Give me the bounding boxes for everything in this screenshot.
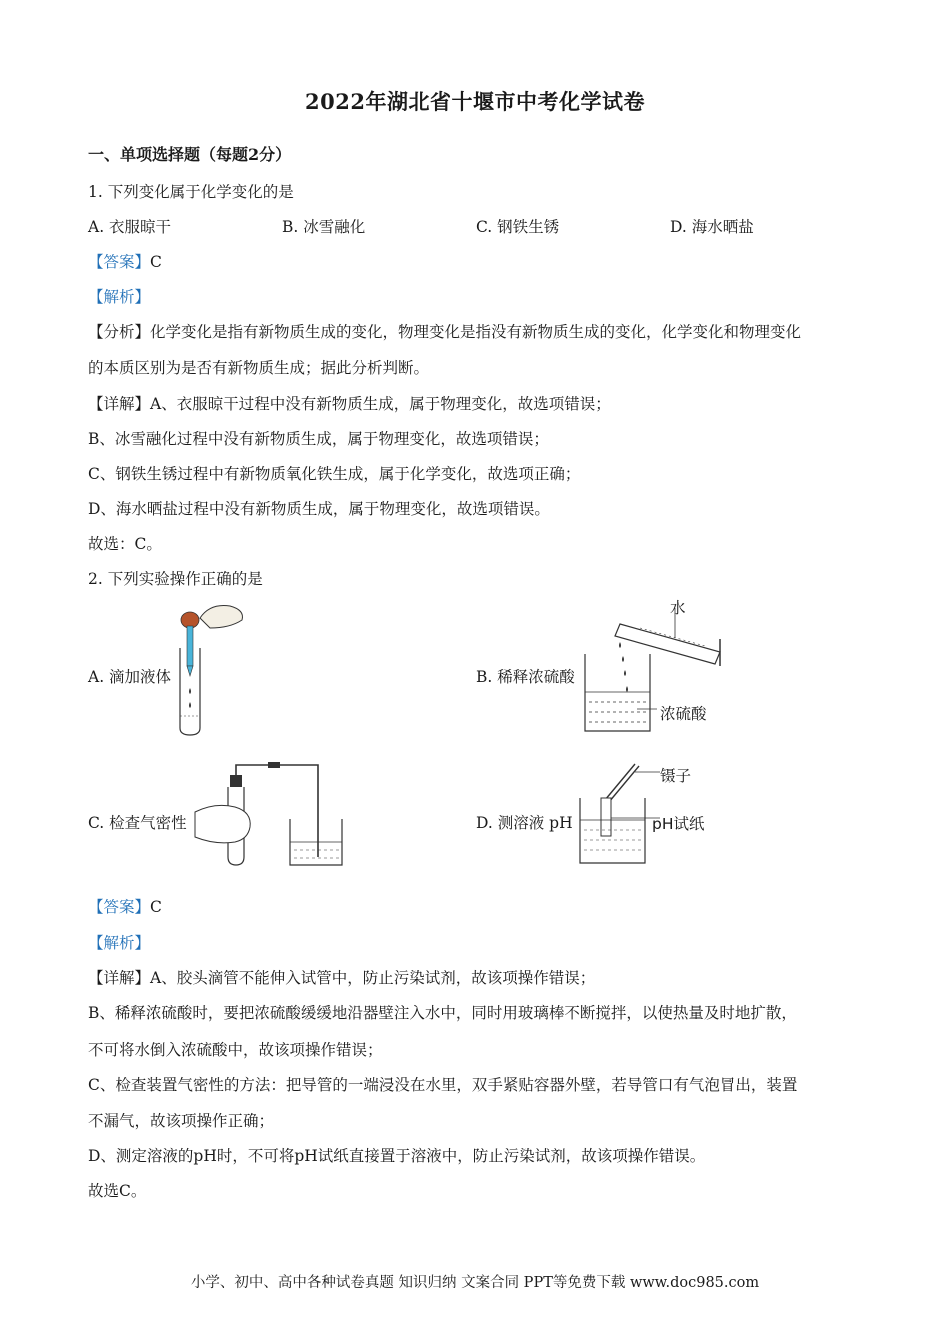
page-title: 2022年湖北省十堰市中考化学试卷 bbox=[305, 89, 645, 114]
detail-tag: 【详解】 bbox=[88, 395, 151, 413]
q1-detail-d: D、海水晒盐过程中没有新物质生成，属于物理变化，故选项错误。 bbox=[88, 500, 550, 518]
section-heading: 一、单项选择题（每题2分） bbox=[88, 145, 292, 164]
fenxi-text: 化学变化是指有新物质生成的变化，物理变化是指没有新物质生成的变化，化学变化和物理变化 bbox=[150, 323, 802, 341]
fig-b-water-label: 水 bbox=[670, 599, 686, 617]
q1-detail-c: C、钢铁生锈过程中有新物质氧化铁生成，属于化学变化，故选项正确； bbox=[88, 465, 581, 483]
detail-tag: 【详解】 bbox=[88, 969, 151, 987]
page-footer: 小学、初中、高中各种试卷真题 知识归纳 文案合同 PPT等免费下载 www.doc985.com bbox=[190, 1275, 760, 1291]
fig-b-acid-label: 浓硫酸 bbox=[660, 705, 707, 723]
fenxi-tag: 【分析】 bbox=[88, 323, 151, 341]
q1-analysis-tag: 【解析】 bbox=[88, 288, 151, 306]
q1-option-a: A. 衣服晾干 bbox=[88, 218, 172, 236]
q1-detail-b: B、冰雪融化过程中没有新物质生成，属于物理变化，故选项错误； bbox=[88, 430, 549, 448]
q2-conclusion: 故选C。 bbox=[88, 1182, 147, 1200]
q1-option-d: D. 海水晒盐 bbox=[670, 218, 754, 236]
q2-stem: 2. 下列实验操作正确的是 bbox=[88, 570, 263, 588]
answer-value: C bbox=[150, 898, 162, 916]
q1-answer bbox=[88, 250, 162, 272]
q2-option-b-label: B. 稀释浓硫酸 bbox=[476, 668, 575, 686]
q1-detail-a bbox=[88, 392, 611, 414]
fig-d-tweezers-label: 镊子 bbox=[660, 767, 692, 785]
q1-stem: 1. 下列变化属于化学变化的是 bbox=[88, 183, 294, 201]
q2-option-a-label: A. 滴加液体 bbox=[88, 668, 172, 686]
q1-fenxi-1 bbox=[88, 320, 801, 342]
answer-value: C bbox=[150, 253, 162, 271]
answer-tag: 【答案】 bbox=[88, 898, 151, 916]
answer-tag: 【答案】 bbox=[88, 253, 151, 271]
q2-option-c-label: C. 检查气密性 bbox=[88, 814, 187, 832]
q2-option-d-label: D. 测溶液 pH bbox=[476, 814, 573, 832]
q1-option-c: C. 钢铁生锈 bbox=[476, 218, 560, 236]
q2-detail-d: D、测定溶液的pH时，不可将pH试纸直接置于溶液中，防止污染试剂，故该项操作错误。 bbox=[88, 1147, 706, 1165]
detail-text: A、衣服晾干过程中没有新物质生成，属于物理变化，故选项错误； bbox=[150, 395, 611, 413]
fig-d-paper-label: pH试纸 bbox=[652, 815, 705, 833]
q2-detail-c2: 不漏气，故该项操作正确； bbox=[88, 1112, 275, 1130]
q1-fenxi-2: 的本质区别为是否有新物质生成；据此分析判断。 bbox=[88, 359, 430, 377]
q2-detail-b2: 不可将水倒入浓硫酸中，故该项操作错误； bbox=[88, 1041, 383, 1059]
q2-detail-c1: C、检查装置气密性的方法：把导管的一端浸没在水里，双手紧贴容器外壁，若导管口有气泡冒出，装置 bbox=[88, 1076, 798, 1094]
q2-detail-b1: B、稀释浓硫酸时，要把浓硫酸缓缓地沿器壁注入水中，同时用玻璃棒不断搅拌，以使热量及时地扩散， bbox=[88, 1004, 797, 1022]
q2-answer bbox=[88, 895, 162, 917]
q2-detail-a bbox=[88, 966, 595, 988]
q1-conclusion: 故选：C。 bbox=[88, 535, 162, 553]
airtightness-figure bbox=[190, 757, 350, 869]
q2-analysis-tag: 【解析】 bbox=[88, 934, 151, 952]
q1-option-b: B. 冰雪融化 bbox=[282, 218, 366, 236]
dropper-figure bbox=[170, 598, 250, 738]
detail-text: A、胶头滴管不能伸入试管中，防止污染试剂，故该项操作错误； bbox=[150, 969, 596, 987]
